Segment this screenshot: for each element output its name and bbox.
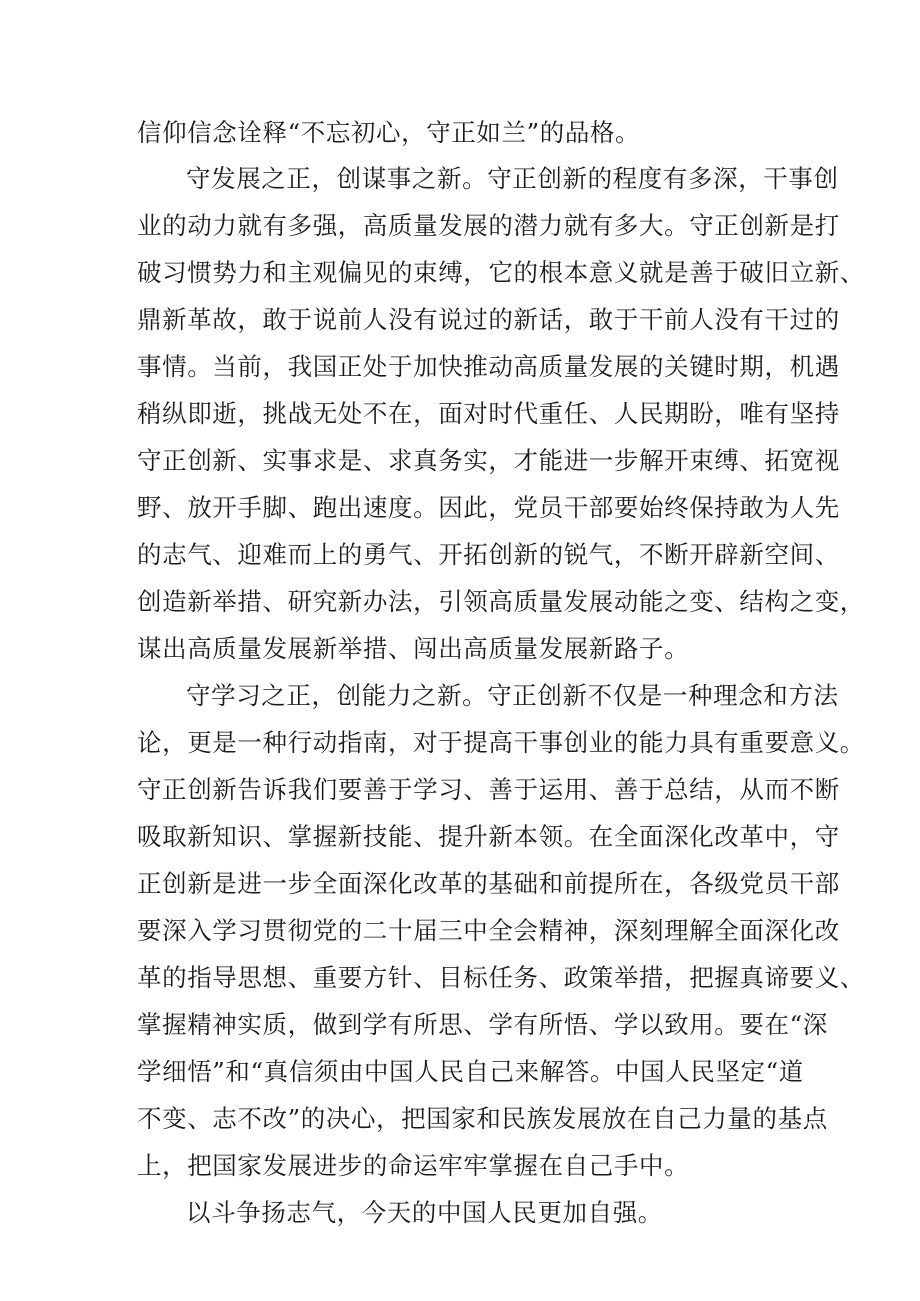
text-line: 稍纵即逝，挑战无处不在，面对时代重任、人民期盼，唯有坚持	[137, 399, 840, 428]
text-line: 正创新是进一步全面深化改革的基础和前提所在，各级党员干部	[137, 869, 840, 898]
text-line: 破习惯势力和主观偏见的束缚，它的根本意义就是善于破旧立新、	[137, 258, 865, 287]
text-line: 谋出高质量发展新举措、闯出高质量发展新路子。	[137, 634, 690, 663]
text-line: 掌握精神实质，做到学有所思、学有所悟、学以致用。要在“深	[137, 1010, 828, 1039]
text-line: 事情。当前，我国正处于加快推动高质量发展的关键时期，机遇	[137, 352, 840, 381]
text-line: 要深入学习贯彻党的二十届三中全会精神，深刻理解全面深化改	[137, 916, 840, 945]
text-line: 论，更是一种行动指南，对于提高干事创业的能力具有重要意义。	[137, 728, 865, 757]
text-line: 守正创新告诉我们要善于学习、善于运用、善于总结，从而不断	[137, 775, 840, 804]
text-line: 不变、志不改”的决心，把国家和民族发展放在自己力量的基点	[137, 1104, 828, 1133]
paragraph-start-line: 以斗争扬志气，今天的中国人民更加自强。	[186, 1198, 663, 1227]
text-line: 学细悟”和“真信须由中国人民自己来解答。中国人民坚定“道	[137, 1057, 804, 1086]
text-line: 野、放开手脚、跑出速度。因此，党员干部要始终保持敢为人先	[137, 493, 840, 522]
text-line: 业的动力就有多强，高质量发展的潜力就有多大。守正创新是打	[137, 211, 840, 240]
text-line: 鼎新革故，敢于说前人没有说过的新话，敢于干前人没有干过的	[137, 305, 840, 334]
paragraph-start-line: 守发展之正，创谋事之新。守正创新的程度有多深，干事创	[186, 164, 839, 193]
text-line: 信仰信念诠释“不忘初心，守正如兰”的品格。	[137, 118, 641, 147]
text-line: 创造新举措、研究新办法，引领高质量发展动能之变、结构之变，	[137, 587, 865, 616]
text-line: 革的指导思想、重要方针、目标任务、政策举措，把握真谛要义、	[137, 963, 865, 992]
text-line: 的志气、迎难而上的勇气、开拓创新的锐气，不断开辟新空间、	[137, 540, 840, 569]
text-line: 上，把国家发展进步的命运牢牢掌握在自己手中。	[137, 1151, 690, 1180]
paragraph-start-line: 守学习之正，创能力之新。守正创新不仅是一种理念和方法	[186, 681, 839, 710]
text-line: 吸取新知识、掌握新技能、提升新本领。在全面深化改革中，守	[137, 822, 840, 851]
text-line: 守正创新、实事求是、求真务实，才能进一步解开束缚、拓宽视	[137, 446, 840, 475]
